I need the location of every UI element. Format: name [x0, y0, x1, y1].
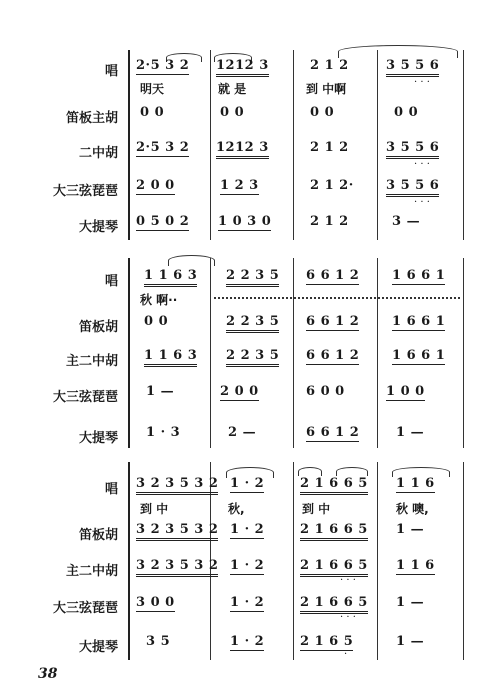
- notation-cell: 1 —: [396, 425, 425, 440]
- notation-cell: 6 6 1 2: [306, 425, 360, 440]
- notation-cell: 2 1 6 5: [300, 634, 354, 649]
- notation-cell: 2 1 6 6 5: [300, 595, 368, 614]
- notation-cell: 3 0 0: [136, 595, 175, 610]
- notation-cell: 1 · 2: [230, 558, 265, 573]
- barline: [377, 50, 378, 240]
- notation-cell: 1 1 6: [396, 558, 435, 573]
- notation-cell: 1 6 6 1: [392, 348, 446, 363]
- notation-cell: 1 0 0: [386, 384, 425, 399]
- octave-dot: ·: [344, 649, 348, 660]
- notation-cell: 3 5: [146, 634, 171, 649]
- notation-cell: 0 0: [140, 105, 165, 120]
- barline: [293, 462, 294, 660]
- lyric: 明天: [140, 82, 165, 96]
- notation-cell: 1 1 6: [396, 476, 435, 491]
- notation-cell: 1 1 6 3: [144, 268, 197, 287]
- notation-cell: 1212 3: [216, 58, 269, 77]
- notation-cell: 1 · 2: [230, 595, 265, 610]
- notation-cell: 3 2 3 5 3 2: [136, 522, 218, 541]
- part-label: 唱: [104, 482, 118, 497]
- barline: [293, 50, 294, 240]
- notation-cell: 2 1 6 6 5: [300, 558, 368, 577]
- part-label: 大提琴: [78, 220, 118, 235]
- lyric: 秋 噢,: [396, 502, 429, 516]
- part-label: 二中胡: [78, 146, 118, 161]
- notation-cell: 2 0 0: [220, 384, 259, 399]
- notation-cell: 1 —: [396, 595, 425, 610]
- notation-cell: 2 2 3 5: [226, 314, 279, 333]
- notation-cell: 2 —: [228, 425, 257, 440]
- notation-cell: 2 1 6 6 5: [300, 476, 368, 495]
- notation-cell: 1 1 6 3: [144, 348, 197, 367]
- notation-cell: 1 2 3: [220, 178, 259, 193]
- notation-cell: 0 5 0 2: [136, 214, 190, 229]
- notation-cell: 1 · 2: [230, 634, 265, 649]
- notation-cell: 2 1 2: [310, 58, 349, 73]
- notation-cell: 6 6 1 2: [306, 348, 360, 363]
- slur: [168, 255, 215, 266]
- notation-cell: 6 6 1 2: [306, 268, 360, 283]
- part-label: 唱: [104, 274, 118, 289]
- part-label: 大提琴: [78, 640, 118, 655]
- system-bracket: [128, 462, 135, 660]
- lyric: 到 中: [302, 502, 331, 516]
- barline: [377, 258, 378, 448]
- page-number: 38: [38, 666, 58, 682]
- part-label: 笛板胡: [78, 320, 118, 335]
- notation-cell: 1 · 3: [146, 425, 181, 440]
- barline: [463, 50, 464, 240]
- lyric: 到 中啊: [306, 82, 347, 96]
- notation-cell: 1 · 2: [230, 522, 265, 537]
- octave-dot: · · ·: [340, 612, 356, 623]
- notation-cell: 1 —: [396, 522, 425, 537]
- notation-cell: 6 6 1 2: [306, 314, 360, 329]
- notation-cell: 1 0 3 0: [218, 214, 272, 229]
- notation-cell: 0 0: [394, 105, 419, 120]
- barline: [210, 258, 211, 448]
- part-label: 笛板主胡: [65, 111, 118, 126]
- notation-cell: 0 0: [220, 105, 245, 120]
- barline: [463, 462, 464, 660]
- notation-cell: 3 —: [392, 214, 421, 229]
- lyric: 到 中: [140, 502, 169, 516]
- notation-cell: 0 0: [310, 105, 335, 120]
- barline: [377, 462, 378, 660]
- notation-cell: 3 2 3 5 3 2: [136, 476, 218, 495]
- part-label: 大三弦琵琶: [52, 390, 118, 405]
- slur: [338, 45, 458, 58]
- notation-cell: 2 2 3 5: [226, 348, 279, 367]
- octave-dot: · · ·: [340, 575, 356, 586]
- barline: [463, 258, 464, 448]
- part-label: 大三弦琵琶: [52, 601, 118, 616]
- part-label: 笛板胡: [78, 528, 118, 543]
- notation-cell: 2 1 2·: [310, 178, 354, 193]
- notation-cell: 3 5 5 6: [386, 178, 439, 197]
- notation-cell: 1 —: [396, 634, 425, 649]
- notation-cell: 2 2 3 5: [226, 268, 279, 287]
- notation-cell: 1 · 2: [230, 476, 265, 491]
- part-label: 主二中胡: [65, 564, 118, 579]
- notation-cell: 6 0 0: [306, 384, 345, 399]
- part-label: 大提琴: [78, 431, 118, 446]
- barline: [210, 50, 211, 240]
- notation-cell: 1 6 6 1: [392, 314, 446, 329]
- octave-dot: · · ·: [414, 197, 430, 208]
- notation-cell: 3 5 5 6: [386, 140, 439, 159]
- notation-cell: 2 1 6 6 5: [300, 522, 368, 541]
- barline: [293, 258, 294, 448]
- system-bracket: [128, 258, 135, 448]
- part-label: 大三弦琵琶: [52, 184, 118, 199]
- part-label: 主二中胡: [65, 354, 118, 369]
- part-label: 唱: [104, 64, 118, 79]
- notation-cell: 2 0 0: [136, 178, 175, 193]
- notation-cell: 1 6 6 1: [392, 268, 446, 283]
- notation-cell: 3 2 3 5 3 2: [136, 558, 218, 577]
- notation-cell: 1 —: [146, 384, 175, 399]
- system-bracket: [128, 50, 135, 240]
- lyric: 秋,: [228, 502, 245, 516]
- octave-dot: · · ·: [414, 77, 430, 88]
- melisma-dots: [214, 297, 460, 299]
- notation-cell: 2·5 3 2: [136, 58, 190, 73]
- notation-cell: 3 5 5 6: [386, 58, 439, 77]
- notation-cell: 2 1 2: [310, 140, 349, 155]
- slur: [298, 467, 322, 476]
- slur: [336, 467, 368, 476]
- notation-cell: 1212 3: [216, 140, 269, 159]
- notation-cell: 2·5 3 2: [136, 140, 190, 155]
- octave-dot: · · ·: [414, 159, 430, 170]
- notation-cell: 2 1 2: [310, 214, 349, 229]
- lyric: 就 是: [218, 82, 247, 96]
- lyric: 秋 啊··: [140, 293, 178, 307]
- notation-cell: 0 0: [144, 314, 169, 329]
